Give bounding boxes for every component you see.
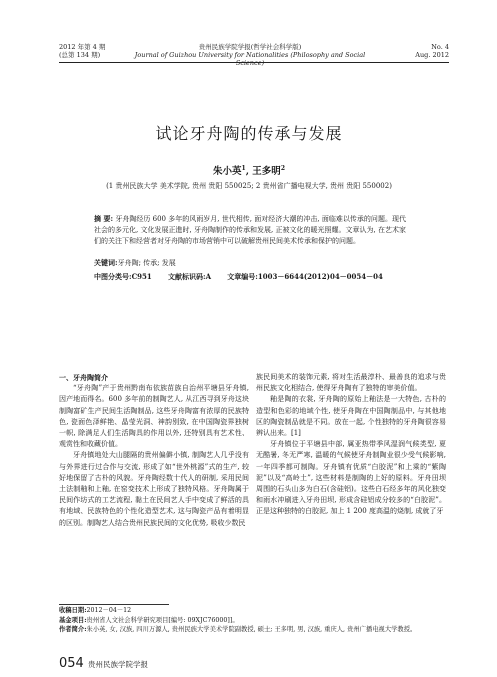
- page-number: 054: [59, 656, 84, 671]
- classification-line: [94, 272, 424, 282]
- author-bio-text: 朱小英, 女, 汉族, 四川万源人, 贵州民族大学美术学院副教授, 硕士; 王多明, 男, 汉族, 重庆人, 贵州广播电视大学教授。: [86, 626, 417, 633]
- header-issue: [59, 43, 105, 59]
- header-rule: [59, 62, 449, 63]
- received-date: [59, 606, 451, 616]
- paragraph: “牙舟陶”产于贵州黔南布依族苗族自治州平塘县牙舟镇, 因产地而得名。600 多年前的制陶艺人, 从江西寻到牙舟这块制陶富矿生产民间生活陶制品, 这些牙舟陶富有浓厚的民族特色, 瓷面色泽鲜艳、晶莹光洞、神韵别致, 在中国陶瓷界独树一帜, 除满足人们生活陶具的作用以外, 还特别具有艺术性、观赏性和收藏价值。: [59, 384, 249, 449]
- footnote-rule: [59, 604, 169, 605]
- author-1-mark: 1: [241, 164, 246, 172]
- body-column-left: [59, 372, 249, 529]
- fund-value: 贵州省人文社会科学研究项目[编号: 09XJC76000]]。: [86, 616, 239, 624]
- received-value: 2012－04－12: [86, 607, 132, 614]
- section-heading: 一、牙舟陶简介: [59, 373, 108, 382]
- paragraph: 牙舟镇地处大山腿隔的贵州偏僻小镇, 制陶艺人几乎没有与外界进行过合作与交流, 形成了如“世外桃源”式的生产, 较好地保留了古朴的风貌。牙舟陶经数十代人的研制, 采用民间土法制釉和上釉, 在窑变技术上形成了独特风格。牙舟陶属于民间作坊式的工艺流程, 黏土在民间艺人手中变成了鲜活的具有地域、民族特色的个性化造型艺术, 这与陶瓷产品有着明显的区别。制陶艺人结合贵州民族民间的文化优势, 吸收少数民: [59, 451, 249, 527]
- issue-date: Aug. 2012: [415, 51, 449, 59]
- author-bio: [59, 625, 451, 635]
- issue-no: No. 4: [431, 43, 449, 51]
- fund-label: 基金项目:: [59, 616, 87, 624]
- paragraph: 族民间美术的装饰元素, 将对生活最淳朴、最善良的追求与贵州民族文化相结合, 使得牙舟陶有了独特的审美价值。: [256, 373, 446, 393]
- author-1: 朱小英: [212, 166, 242, 177]
- keywords: [94, 258, 176, 268]
- paragraph: 牙舟镇位于平塘县中部, 属亚热带季风湿润气候类型, 夏无酷暑, 冬无严寒, 温暖的气候使牙舟制陶业很少受气候影响, 一年四季都可制陶。牙舟镇有优质“白胶泥”和上乘的“紫陶泥”以及“高岭土”, 这些材料是制陶的上好的原料。牙舟田坝周围的石头山多为白石(含硅铝)。这些白石经多年的风化独变和雨水冲刷进入牙舟田坝, 形成含硅铝成分较多的“白胶泥”。正是这种独特的白胶泥, 加上 1 200 度高温的烧制, 成就了牙: [256, 440, 446, 516]
- id-label: 文章编号:: [227, 272, 258, 281]
- author-bio-label: 作者简介:: [59, 626, 87, 633]
- affiliation: (1 贵州民族大学 美术学院, 贵州 贵阳 550025; 2 贵州省广播电视大学, 贵州 贵阳 550002): [106, 182, 392, 190]
- received-label: 收稿日期:: [59, 607, 87, 614]
- journal-name-en: Journal of Guizhou University for Nationalities (Philosophy and Social Science): [134, 51, 366, 67]
- clc-label: 中图分类号:: [94, 272, 132, 281]
- footer-journal: 贵州民族学院学报: [88, 660, 148, 669]
- doc-value: A: [205, 272, 212, 281]
- issue-total: (总第 134 期): [59, 51, 101, 59]
- abstract-label: 摘 要:: [94, 214, 114, 223]
- doc-code: [168, 272, 211, 282]
- header-journal: [130, 43, 370, 67]
- author-2: , 王多明: [245, 166, 281, 177]
- issue-number: 2012 年第 4 期: [59, 43, 106, 51]
- article-authors: [60, 163, 438, 177]
- doc-label: 文献标识码:: [168, 272, 206, 281]
- abstract-text: 牙舟陶经历 600 多年的风雨岁月, 世代相传, 面对经济大潮的冲击, 面临难以传承的问题。现代社会的多元化, 文化发展正進时, 牙舟陶制作的传承和发展, 正被文化的暖光照耀。文章认为, 在艺术家们的关注下和经营者对牙舟陶的市场营销中可以破解贵州民间美术传承和保护的问题。: [94, 215, 406, 245]
- footnotes: [59, 606, 451, 635]
- article-id: [227, 272, 383, 282]
- header-date: [415, 43, 449, 59]
- clc: [94, 272, 152, 282]
- abstract: [94, 213, 406, 247]
- body-column-right: [256, 372, 446, 518]
- article-title: 试论牙舟陶的传承与发展: [155, 124, 343, 143]
- keywords-label: 关键词:: [94, 258, 118, 267]
- fund-info: [59, 616, 451, 626]
- id-value: 1003－6644(2012)04－0054－04: [257, 272, 383, 281]
- keywords-text: 牙舟陶; 传承; 发展: [117, 259, 176, 267]
- journal-name-cn: 贵州民族学院学报(哲学社会科学版): [198, 43, 302, 51]
- clc-value: C951: [131, 272, 152, 281]
- author-2-mark: 2: [280, 164, 285, 172]
- paragraph: 釉是陶的衣裳, 牙舟陶的原始上釉法是一大特色, 古朴的造型和色彩的地域个性, 使牙舟陶在中国陶制品中, 与其他地区的陶瓷制品就是不同。放在一起, 个性独特的牙舟陶很容易辨认出来。[1]: [256, 395, 446, 438]
